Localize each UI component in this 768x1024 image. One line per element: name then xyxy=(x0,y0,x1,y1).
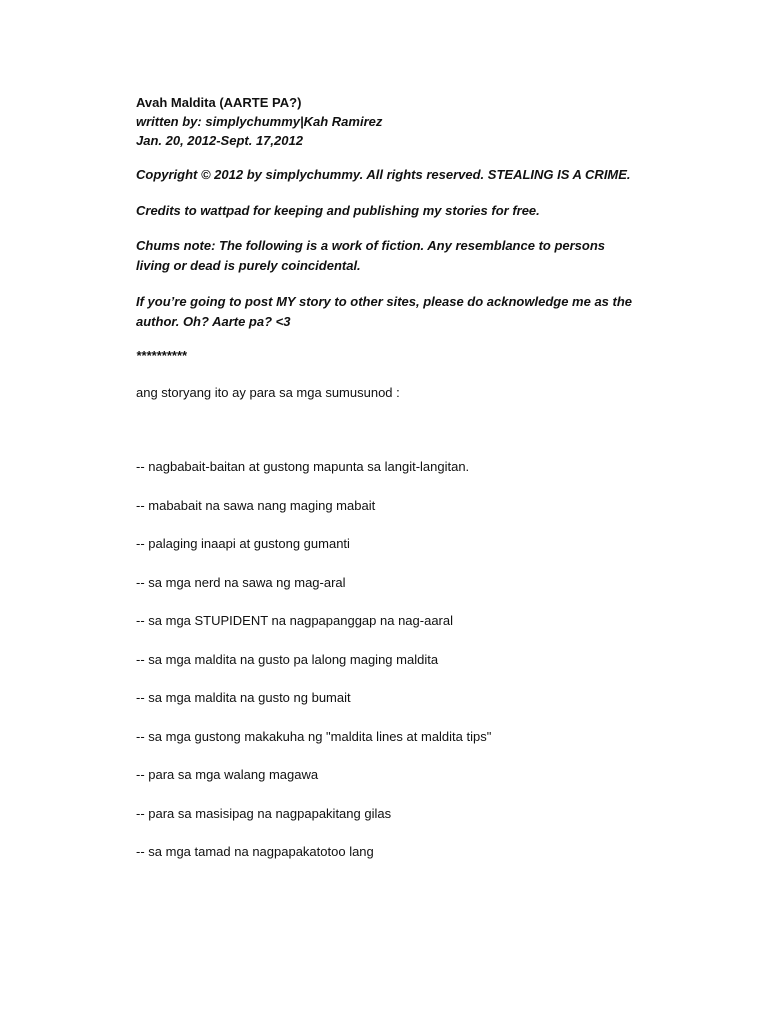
list-item: -- sa mga gustong makakuha ng "maldita lines at maldita tips" xyxy=(136,728,492,744)
list-item: -- sa mga STUPIDENT na nagpapanggap na nag-aaral xyxy=(136,613,454,628)
list-item: -- nagbabait-baitan at gustong mapunta sa langit-langitan. xyxy=(136,459,470,474)
list-item: -- sa mga maldita na gusto pa lalong maging maldita xyxy=(136,651,439,667)
intro-line: ang storyang ito ay para sa mga sumusunod : xyxy=(136,385,400,400)
list-item: -- palaging inaapi at gustong gumanti xyxy=(136,536,350,551)
list-item: -- para sa masisipag na nagpapakitang gilas xyxy=(136,805,392,821)
copyright-notice: Copyright © 2012 by simplychummy. All rights reserved. STEALING IS A CRIME. xyxy=(136,167,631,182)
audience-list xyxy=(136,457,656,861)
list-item: -- mababait na sawa nang maging mabait xyxy=(136,497,376,513)
list-item: -- sa mga tamad na nagpapakatotoo lang xyxy=(136,844,374,859)
post-note: If you’re going to post MY story to other sites, please do acknowledge me as the author. Oh? Aarte pa? <3 xyxy=(136,294,633,329)
separator: ********** xyxy=(136,348,187,363)
document-title: Avah Maldita (AARTE PA?) xyxy=(136,95,302,110)
chums-note: Chums note: The following is a work of fiction. Any resemblance to persons living or dead is purely coincidental. xyxy=(136,238,606,273)
credits-note: Credits to wattpad for keeping and publishing my stories for free. xyxy=(136,203,540,218)
list-item: -- sa mga nerd na sawa ng mag-aral xyxy=(136,574,346,590)
date-range: Jan. 20, 2012-Sept. 17,2012 xyxy=(136,133,303,148)
list-item: -- para sa mga walang magawa xyxy=(136,767,319,782)
document-content xyxy=(136,93,656,881)
list-item: -- sa mga maldita na gusto ng bumait xyxy=(136,690,351,705)
author-line: written by: simplychummy|Kah Ramirez xyxy=(136,114,383,129)
